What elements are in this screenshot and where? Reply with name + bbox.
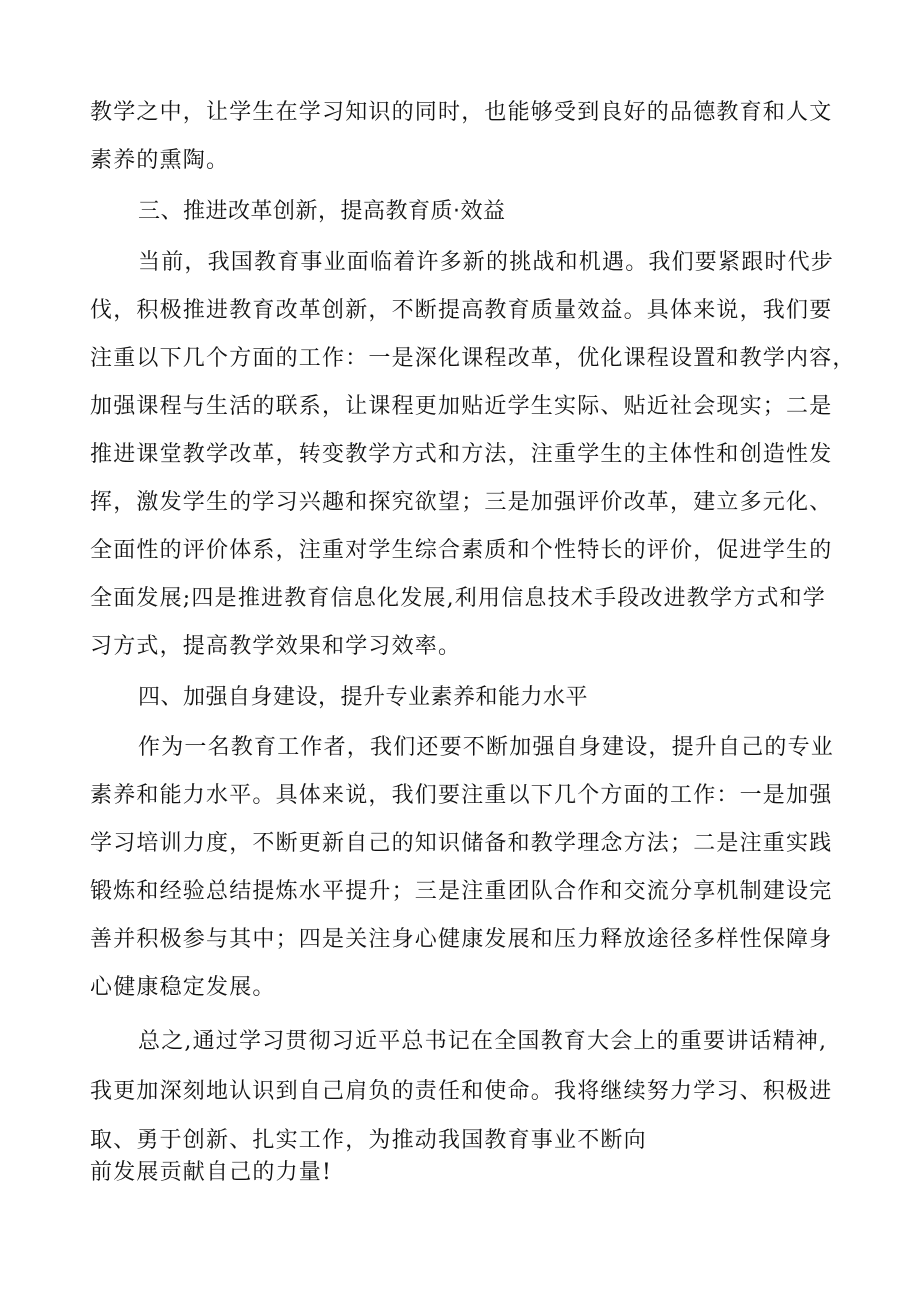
section-3-line-5: 推进课堂教学改革，转变教学方式和方法，注重学生的主体性和创造性发	[90, 442, 833, 467]
conclusion-line-3: 取、勇于创新、扎实工作，为推动我国教育事业不断向	[90, 1128, 647, 1153]
section-4-line-3: 学习培训力度，不断更新自己的知识储备和教学理念方法；二是注重实践	[90, 831, 833, 856]
section-4-line-4: 锻炼和经验总结提炼水平提升；三是注重团队合作和交流分享机制建设完	[90, 879, 833, 904]
section-4-line-1: 作为一名教育工作者，我们还要不断加强自身建设，提升自己的专业	[138, 735, 835, 760]
conclusion-line-1: 总之,通过学习贯彻习近平总书记在全国教育大会上的重要讲话精神,	[138, 1029, 828, 1054]
section-4-line-5: 善并积极参与其中；四是关注身心健康发展和压力释放途径多样性保障身	[90, 927, 833, 952]
section-3-line-9: 习方式，提高教学效果和学习效率。	[90, 634, 462, 659]
conclusion-line-2: 我更加深刻地认识到自己肩负的责任和使命。我将继续努力学习、积极进	[90, 1079, 833, 1104]
section-4-heading: 四、加强自身建设，提升专业素养和能力水平	[138, 685, 589, 710]
section-4-line-2: 素养和能力水平。具体来说，我们要注重以下几个方面的工作：一是加强	[90, 783, 833, 808]
conclusion-line-4: 前发展贡献自己的力量!	[90, 1160, 333, 1185]
section-3-line-6: 挥，激发学生的学习兴趣和探究欲望；三是加强评价改革，建立多元化、	[90, 490, 833, 515]
intro-line-2: 素养的熏陶。	[90, 148, 230, 173]
section-4-line-6: 心健康稳定发展。	[90, 975, 276, 1000]
section-3-line-1: 当前，我国教育事业面临着许多新的挑战和机遇。我们要紧跟时代步	[138, 250, 835, 275]
section-3-line-4: 加强课程与生活的联系，让课程更加贴近学生实际、贴近社会现实；二是	[90, 394, 833, 419]
section-3-heading: 三、推进改革创新，提高教育质·效益	[138, 199, 506, 224]
section-3-line-8: 全面发展;四是推进教育信息化发展,利用信息技术手段改进教学方式和学	[90, 586, 827, 611]
section-3-line-3: 注重以下几个方面的工作：一是深化课程改革，优化课程设置和教学内容，	[90, 346, 856, 371]
section-3-line-7: 全面性的评价体系，注重对学生综合素质和个性特长的评价，促进学生的	[90, 538, 833, 563]
section-3-line-2: 伐，积极推进教育改革创新，不断提高教育质量效益。具体来说，我们要	[90, 298, 833, 323]
intro-line-1: 教学之中，让学生在学习知识的同时，也能够受到良好的品德教育和人文	[90, 100, 833, 125]
